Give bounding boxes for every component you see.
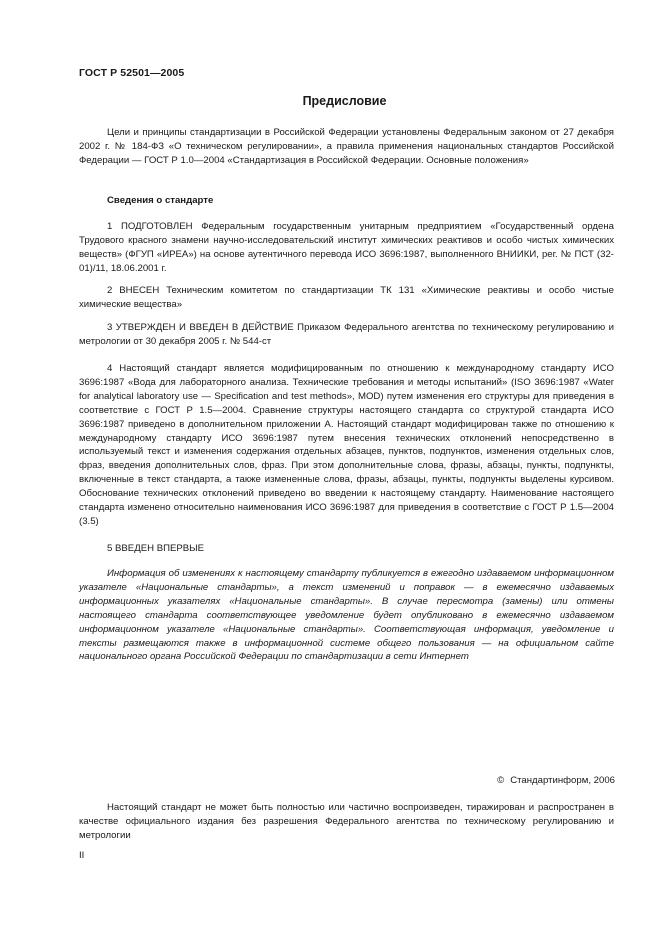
item-1-paragraph: 1 ПОДГОТОВЛЕН Федеральным государственным унитарным предприятием «Государственный ордена Трудового красного знамени научно-исследовательский институт химических реактивов и особо чистых химических веществ» (ФГУП «ИРЕА») на основе аутентичного перевода ИСО 3696:1987, выполненного ВНИИКИ, рег. № ПСТ (32-01)/11, 18.06.2001 г. [79, 221, 614, 274]
page-number: II [79, 850, 85, 861]
item-2-paragraph: 2 ВНЕСЕН Техническим комитетом по стандартизации ТК 131 «Химические реактивы и особо чистые химические вещества» [79, 285, 614, 310]
page-title: Предисловие [302, 94, 387, 108]
copyright-line [497, 775, 615, 786]
info-notice-paragraph: Информация об изменениях к настоящему стандарту публикуется в ежегодно издаваемом информационном указателе «Национальные стандарты», а текст изменений и поправок — в ежемесячно издаваемых информационных указателях «Национальные стандарты». В случае пересмотра (замены) или отмены настоящего стандарта соответствующее уведомление будет опубликовано в ежемесячно издаваемом информационном указателе «Национальные стандарты». Соответствующая информация, уведомление и тексты размещаются также в информационной системе общего пользования — на официальном сайте национального органа Российской Федерации по стандартизации в сети Интернет [79, 568, 614, 663]
item-5-paragraph: 5 ВВЕДЕН ВПЕРВЫЕ [107, 543, 205, 554]
item-4-paragraph: 4 Настоящий стандарт является модифицированным по отношению к международному стандарту ИСО 3696:1987 «Вода для лабораторного анализа. Технические требования и методы испытаний» (ISO 3696:1987 «Water for analytical laboratory use — Specification and test methods», MOD) путем изменения его структуры для приведения в соответствие с ГОСТ Р 1.5—2004. Сравнение структуры настоящего стандарта со структурой стандарта ИСО 3696:1987 приведено в дополнительном приложении А. Настоящий стандарт модифицирован также по отношению к международному стандарту ИСО 3696:1987 путем внесения технических отклонений непосредственно в используемый текст и изменения содержания отдельных абзацев, пунктов, подпунктов, изменения отдельных слов, фраз, введения дополнительных слов, фраз. При этом дополнительные слова, фразы, абзацы, пункты, подпункты, включенные в текст стандарта, а также измененные слова, фразы, абзацы, пункты, подпункты выделены курсивом. Обоснование технических отклонений приведено во введении к настоящему стандарту. Наименование настоящего стандарта изменено относительно наименования ИСО 3696:1987 для приведения в соответствие с ГОСТ Р 1.5—2004 (3.5) [79, 363, 614, 527]
doc-code-header: ГОСТ Р 52501—2005 [79, 67, 185, 79]
item-3-paragraph: 3 УТВЕРЖДЕН И ВВЕДЕН В ДЕЙСТВИЕ Приказом Федерального агентства по техническому регулированию и метрологии от 30 декабря 2005 г. № 544-ст [79, 322, 614, 347]
intro-paragraph: Цели и принципы стандартизации в Российской Федерации установлены Федеральным законом от 27 декабря 2002 г. № 184-ФЗ «О техническом регулировании», а правила применения национальных стандартов Российской Федерации — ГОСТ Р 1.0—2004 «Стандартизация в Российской Федерации. Основные положения» [79, 127, 614, 166]
copyright-icon: © [497, 775, 505, 786]
reproduction-notice-paragraph: Настоящий стандарт не может быть полностью или частично воспроизведен, тиражирован и распространен в качестве официального издания без разрешения Федерального агентства по техническому регулированию и метрологии [79, 802, 614, 841]
copyright-text: Стандартинформ, 2006 [510, 775, 615, 786]
section-heading: Сведения о стандарте [107, 195, 214, 206]
